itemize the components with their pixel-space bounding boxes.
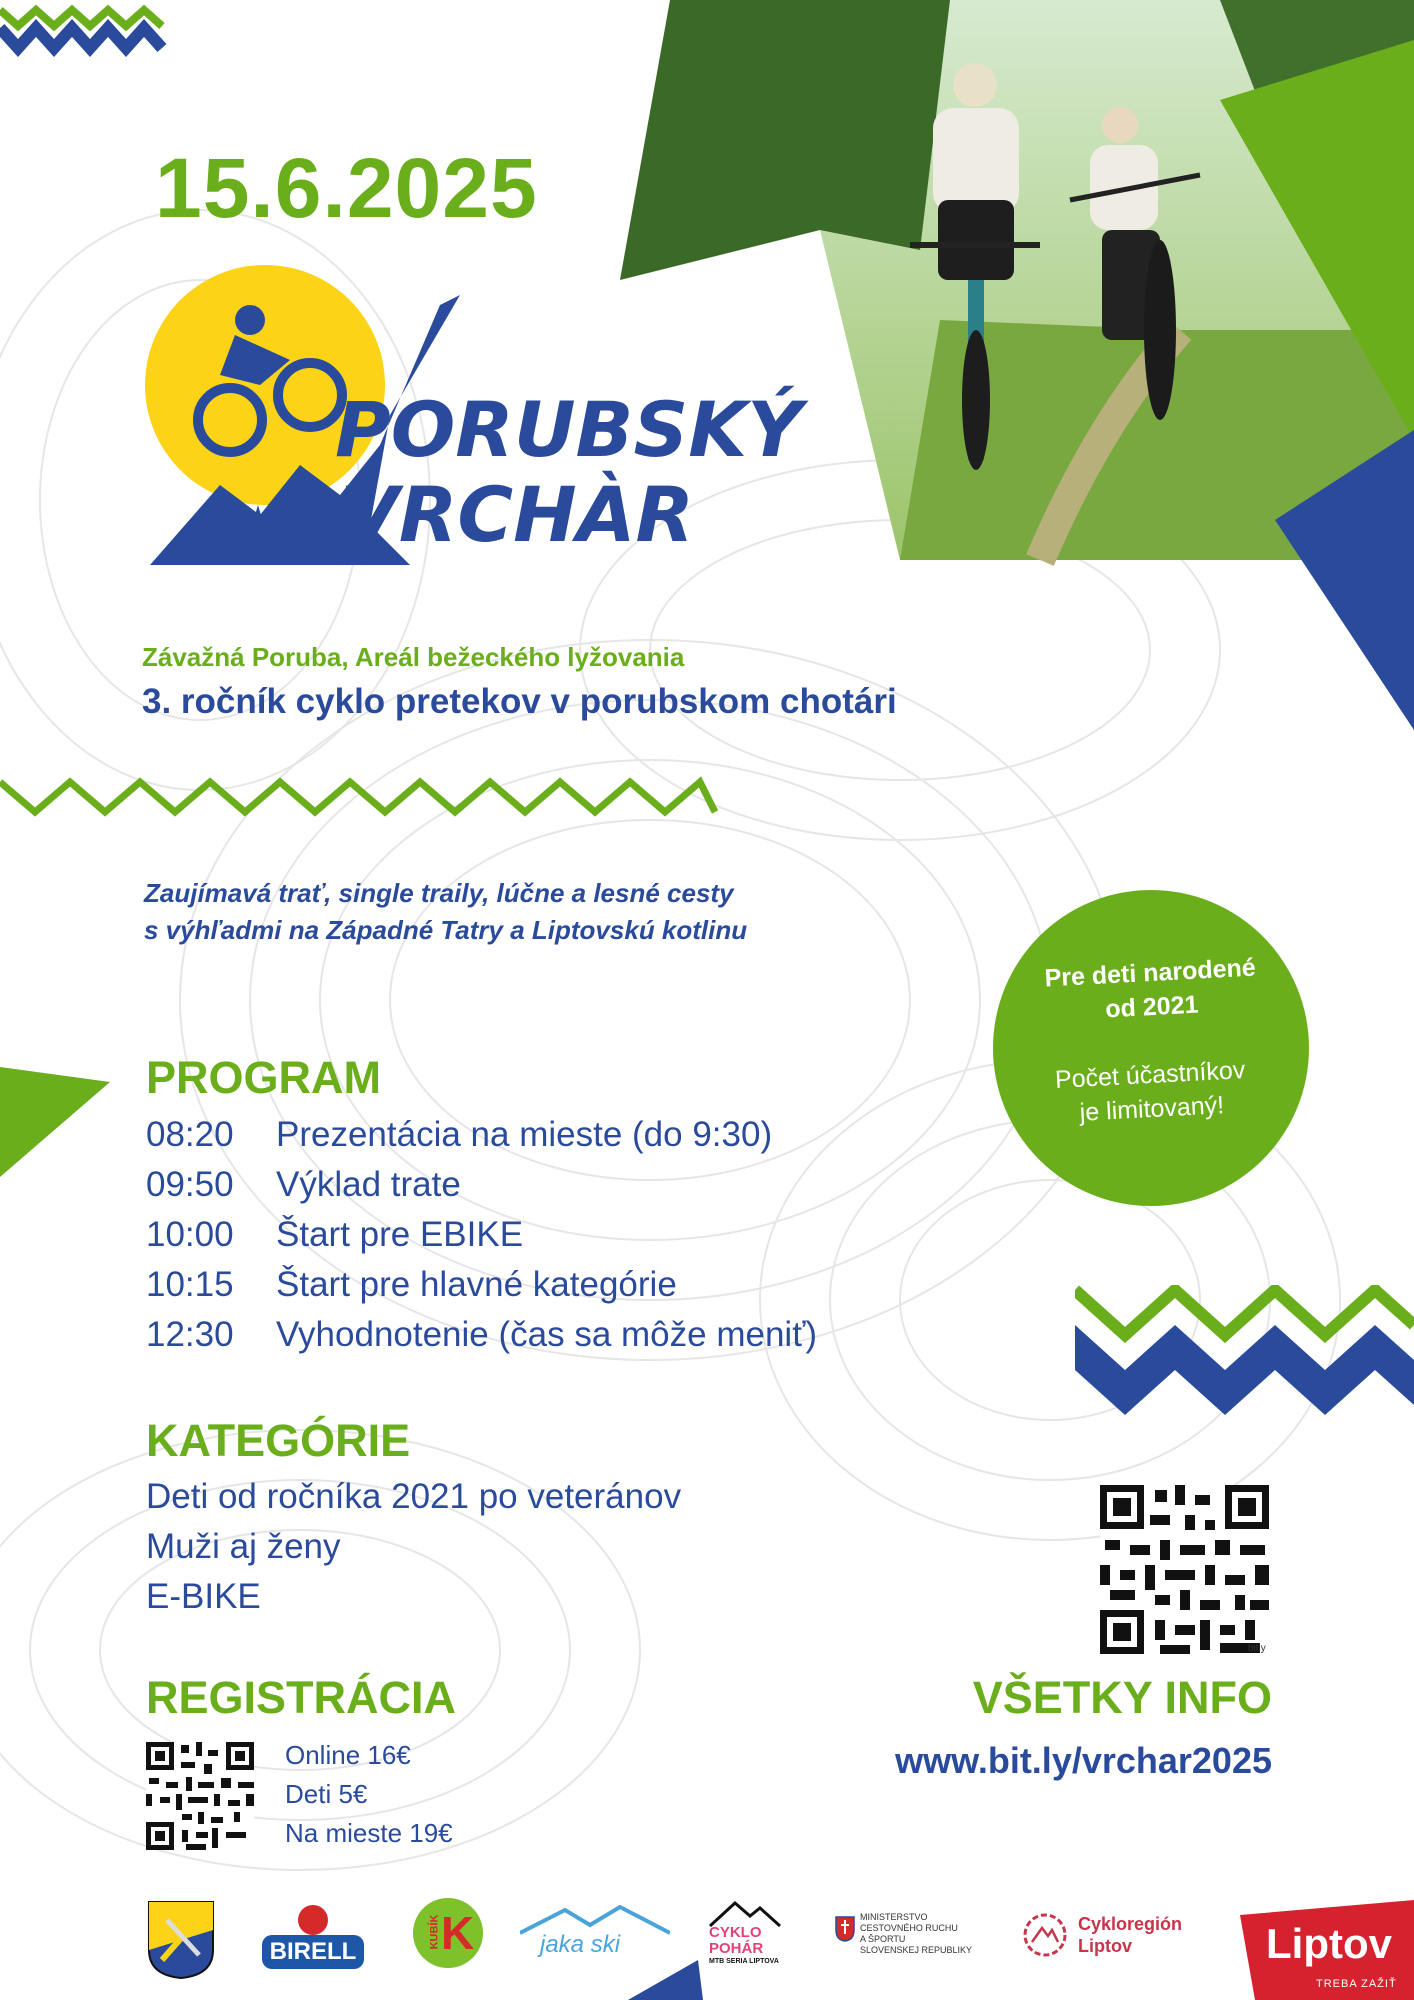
price-item: Online 16€ — [285, 1740, 411, 1770]
badge-line-4: je limitovaný! — [1079, 1091, 1225, 1127]
decor-right — [1190, 40, 1414, 740]
program-heading: PROGRAM — [146, 1052, 381, 1103]
ministry-line-1: MINISTERSTVO — [860, 1912, 928, 1922]
liptov-logo: Liptov — [1266, 1920, 1392, 1967]
cykloregion-line-2: Liptov — [1078, 1936, 1132, 1956]
all-info-heading: VŠETKY INFO — [972, 1672, 1272, 1723]
ministry-line-4: SLOVENSKEJ REPUBLIKY — [860, 1945, 973, 1955]
logo-title-line1: PORUBSKÝ — [335, 385, 803, 474]
program-row — [146, 1215, 523, 1265]
program-text: Vyhodnotenie (čas sa môže meniť) — [276, 1315, 817, 1354]
description-line-2: s výhľadmi na Západné Tatry a Liptovskú kotlinu — [144, 915, 748, 945]
info-qr-code[interactable] — [1100, 1485, 1275, 1660]
program-time: 08:20 — [146, 1115, 234, 1154]
category-item: Muži aj ženy — [146, 1527, 341, 1566]
event-subtitle: 3. ročník cyklo pretekov v porubskom chotári — [142, 682, 897, 721]
all-info-url[interactable]: www.bit.ly/vrchar2025 — [895, 1740, 1272, 1781]
zigzag-top-left — [0, 0, 170, 60]
decor-left-triangle — [0, 1062, 115, 1182]
zigzag-right — [1075, 1285, 1414, 1450]
kids-badge — [993, 890, 1309, 1206]
categories-heading: KATEGÓRIE — [146, 1415, 411, 1466]
program-row — [146, 1265, 677, 1315]
slovak-crest-icon — [835, 1916, 855, 1942]
badge-line-1: Pre deti narodené — [1043, 953, 1257, 993]
description-line-1: Zaujímavá trať, single traily, lúčne a lesné cesty — [144, 878, 734, 908]
kubik-logo: KUBÍK K — [413, 1898, 483, 1968]
birell-logo — [262, 1905, 364, 1971]
cykloregion-logo — [1022, 1912, 1202, 1962]
program-time: 12:30 — [146, 1315, 234, 1354]
program-time: 10:15 — [146, 1265, 234, 1304]
event-date: 15.6.2025 — [155, 141, 538, 235]
ministry-line-3: A ŠPORTU — [860, 1934, 906, 1944]
category-item: E-BIKE — [146, 1577, 261, 1616]
program-row — [146, 1315, 817, 1365]
ministry-line-2: CESTOVNÉHO RUCHU — [860, 1923, 958, 1933]
logo-title-line2: VRCHÀR — [340, 470, 695, 559]
program-time: 09:50 — [146, 1165, 234, 1204]
decor-bottom-triangle — [628, 1960, 708, 2000]
kubik-label: KUBÍK — [428, 1914, 441, 1950]
badge-line-2: od 2021 — [1104, 990, 1200, 1024]
crest-logo — [147, 1900, 215, 1980]
program-row — [146, 1165, 461, 1215]
registration-heading: REGISTRÁCIA — [146, 1672, 457, 1723]
registration-qr-code[interactable] — [146, 1742, 254, 1850]
birell-label: BIRELL — [262, 1935, 364, 1969]
price-item: Deti 5€ — [285, 1779, 368, 1809]
program-row — [146, 1115, 772, 1165]
cyklo-pohar-logo — [705, 1898, 785, 1978]
liptov-tagline: TREBA ZAŽIŤ — [1316, 1978, 1397, 1990]
jaka-label: jaka ski — [540, 1931, 621, 1958]
cyklo-label-3: MTB SERIA LIPTOVA — [709, 1958, 779, 1965]
zigzag-divider — [0, 772, 720, 822]
price-item: Na mieste 19€ — [285, 1818, 453, 1848]
cykloregion-icon — [1022, 1912, 1068, 1958]
program-text: Štart pre EBIKE — [276, 1215, 524, 1254]
program-text: Výklad trate — [276, 1165, 461, 1204]
cyklo-label-2: POHÁR — [709, 1940, 764, 1957]
cyklo-label-1: CYKLO — [709, 1924, 762, 1941]
category-item: Deti od ročníka 2021 po veteránov — [146, 1477, 682, 1516]
ministry-logo — [835, 1912, 975, 1962]
program-text: Štart pre hlavné kategórie — [276, 1265, 677, 1304]
cykloregion-line-1: Cykloregión — [1078, 1914, 1183, 1934]
program-text: Prezentácia na mieste (do 9:30) — [276, 1115, 773, 1154]
program-time: 10:00 — [146, 1215, 234, 1254]
event-location: Závažná Poruba, Areál bežeckého lyžovania — [142, 642, 685, 672]
badge-line-3: Počet účastníkov — [1054, 1056, 1246, 1094]
qr-caption: bitly — [1248, 1643, 1266, 1654]
jaka-ski-logo — [520, 1905, 670, 1965]
